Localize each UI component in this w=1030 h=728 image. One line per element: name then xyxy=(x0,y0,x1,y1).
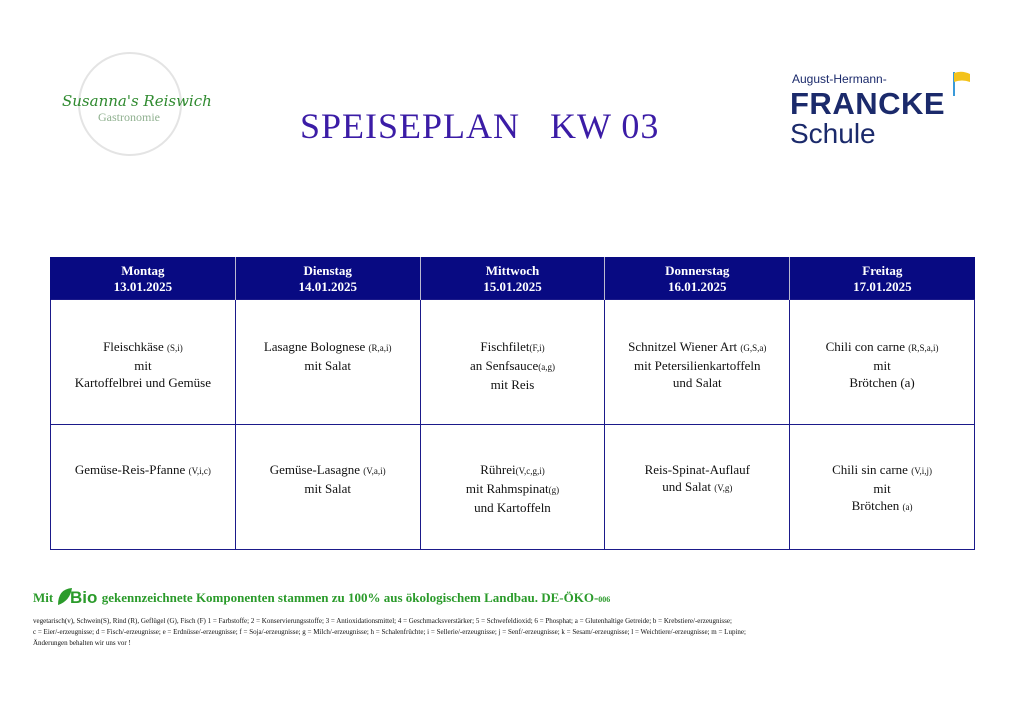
meal-cell xyxy=(51,425,236,550)
meal-line: mit Reis xyxy=(490,377,535,392)
meal-line: Chili sin carne (V,i,j) xyxy=(832,462,933,477)
bio-code: 006 xyxy=(598,594,611,604)
day-header xyxy=(605,257,790,300)
meal-line: mit Salat xyxy=(304,481,351,496)
day-date: 17.01.2025 xyxy=(853,279,912,294)
day-name: Montag xyxy=(121,263,165,278)
page-title: SPEISEPLAN KW 03 xyxy=(300,106,660,146)
meal-line: Schnitzel Wiener Art (G,S,a) xyxy=(628,339,767,354)
caterer-logo xyxy=(58,52,218,164)
bio-logo-text: Bio xyxy=(70,588,98,607)
day-header xyxy=(51,257,236,300)
menu-row-1 xyxy=(51,300,975,425)
caterer-logo-name: Susanna's Reiswich xyxy=(62,92,212,110)
menu-table xyxy=(50,257,975,550)
meal-line: an Senfsauce(a,g) xyxy=(470,358,555,373)
day-name: Donnerstag xyxy=(665,263,730,278)
allergen-legend xyxy=(33,616,993,649)
flag-icon xyxy=(948,70,972,96)
day-header-row xyxy=(51,257,975,300)
day-header xyxy=(790,257,975,300)
meal-cell xyxy=(605,425,790,550)
day-header xyxy=(235,257,420,300)
meal-line: Kartoffelbrei und Gemüse xyxy=(74,375,211,390)
meal-cell xyxy=(235,300,420,425)
meal-line: Brötchen (a) xyxy=(851,498,913,513)
meal-cell xyxy=(420,300,605,425)
meal-line: und Kartoffeln xyxy=(474,500,551,515)
bio-prefix: Mit xyxy=(33,589,54,605)
meal-line: und Salat xyxy=(672,375,722,390)
meal-line: Fischfilet(F,i) xyxy=(480,339,545,354)
meal-cell xyxy=(790,425,975,550)
day-date: 13.01.2025 xyxy=(113,279,173,294)
legend-line: vegetarisch(v), Schwein(S), Rind (R), Geflügel (G), Fisch (F) 1 = Farbstoffe; 2 = Konservierungsstoffe; 3 = Antioxidationsmittel; 4 = Geschmacksverstärker; 5 = Schwefeldioxid; 6 = Phosphat; a = Glutenhaltige Getreide; b = Krebstiere/-erzeugnisse; xyxy=(33,617,732,625)
day-name: Freitag xyxy=(862,263,903,278)
school-logo xyxy=(790,68,990,148)
school-logo-middle: FRANCKE xyxy=(790,86,946,121)
day-header xyxy=(420,257,605,300)
meal-line: Gemüse-Lasagne (V,a,i) xyxy=(269,462,386,477)
meal-line: Fleischkäse (S,i) xyxy=(103,339,183,354)
meal-cell xyxy=(51,300,236,425)
meal-line: mit Rahmspinat(g) xyxy=(465,481,560,496)
day-name: Dienstag xyxy=(303,263,352,278)
day-date: 14.01.2025 xyxy=(298,279,357,294)
meal-line: Rührei(V,c,g,i) xyxy=(480,462,545,477)
meal-line: Lasagne Bolognese (R,a,i) xyxy=(263,339,392,354)
meal-line: mit Petersilienkartoffeln xyxy=(634,358,761,373)
day-date: 15.01.2025 xyxy=(483,279,542,294)
meal-line: Chili con carne (R,S,a,i) xyxy=(825,339,939,354)
meal-cell xyxy=(420,425,605,550)
meal-cell xyxy=(605,300,790,425)
meal-line: Brötchen (a) xyxy=(849,375,915,390)
school-logo-top: August-Hermann- xyxy=(792,72,887,86)
meal-line: mit xyxy=(873,358,891,373)
meal-line: mit Salat xyxy=(304,358,351,373)
meal-line: und Salat (V,g) xyxy=(662,479,733,494)
legend-line: Änderungen behalten wir uns vor ! xyxy=(33,639,131,647)
meal-line: mit xyxy=(134,358,152,373)
bio-leaf-icon xyxy=(56,585,98,607)
meal-cell xyxy=(790,300,975,425)
meal-line: Reis-Spinat-Auflauf xyxy=(644,462,750,477)
legend-line: c = Eier/-erzeugnisse; d = Fisch/-erzeugnisse; e = Erdnüsse/-erzeugnisse; f = Soja/-erzeugnisse; g = Milch/-erzeugnisse; h = Schalenfrüchte; i = Sellerie/-erzeugnisse; j = Senf/-erzeugnisse; k = Sesam/-erzeugnisse; l = Weichtiere/-erzeugnisse; m = Lupine; xyxy=(33,628,746,636)
meal-cell xyxy=(235,425,420,550)
school-logo-bottom: Schule xyxy=(790,118,876,149)
day-date: 16.01.2025 xyxy=(668,279,727,294)
meal-line: Gemüse-Reis-Pfanne (V,i,c) xyxy=(74,462,211,477)
menu-row-2 xyxy=(51,425,975,550)
bio-note xyxy=(33,588,610,610)
day-name: Mittwoch xyxy=(485,263,540,278)
meal-line: mit xyxy=(873,481,891,496)
bio-text: gekennzeichnete Komponenten stammen zu 100% aus ökologischem Landbau. DE-ÖKO- xyxy=(101,589,599,605)
caterer-logo-subtitle: Gastronomie xyxy=(98,110,160,124)
